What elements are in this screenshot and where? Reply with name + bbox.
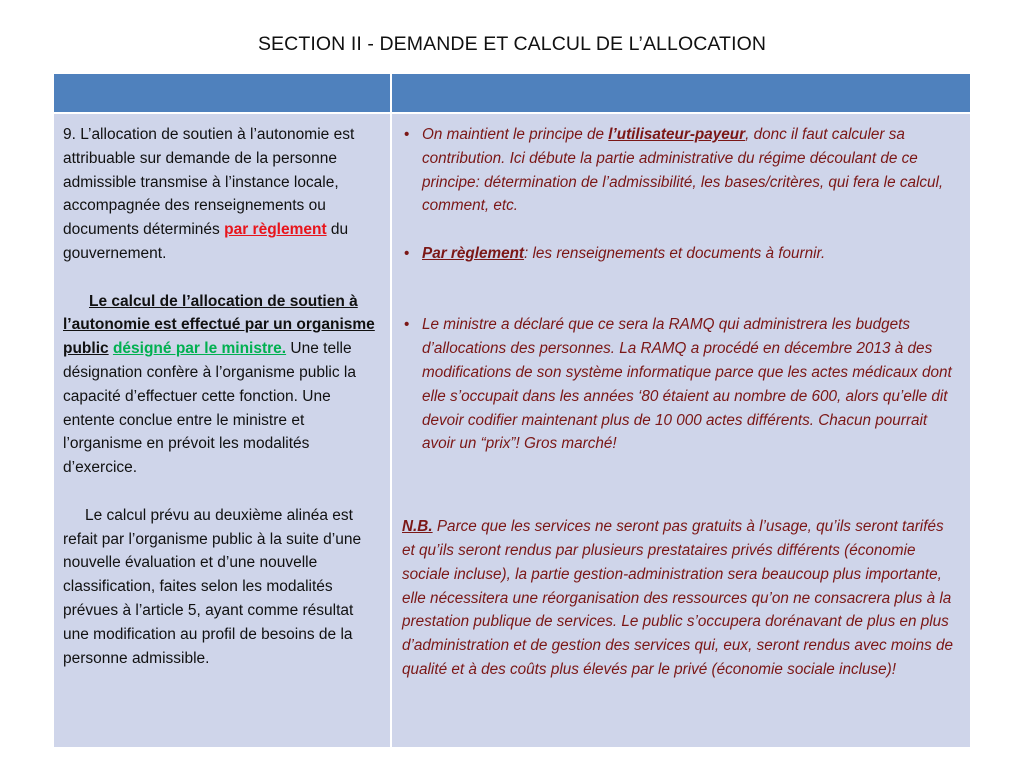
nb-text: Parce que les services ne seront pas gratuits à l’usage, qu’ils seront tarifés et qu’ils seront rendus par plusieurs prestataires privés différents (économie sociale incluse), la partie gestion-administration sera beaucoup plus importante, elle nécessitera une réorganisation des ressources qu’on ne consacrera plus à la prestation publique de services. Le public s’occupera dorénavant de plus en plus d’administration et de gestion des services qui, eux, seront rendus avec moins de qualité et à des coûts plus élevés par le privé (économie sociale incluse)! (402, 518, 953, 678)
header-cell-right (391, 73, 971, 113)
b1-text-b: , donc il faut calculer sa contribution. Ici débute la partie administrative du régime découlant de ce principe: détermination de l’admissibilité, les bases/critères, qui fera le calcul, comment, etc. (422, 126, 944, 215)
law-p2-highlight-green: désigné par le ministre. (112, 340, 287, 358)
law-paragraph-1 (63, 123, 382, 266)
commentary-bullet-1 (402, 123, 960, 218)
bullet-icon: • (404, 126, 410, 143)
law-p2-rest: Une telle désignation confère à l’organisme public la capacité d’effectuer cette fonction. Une entente conclue entre le ministre et l’organisme en prévoit les modalités d’exercice. (63, 340, 356, 477)
commentary-list (402, 123, 960, 456)
law-p2-bold: Le calcul de l’allocation de soutien à l’autonomie est effectué par un organisme public (63, 292, 375, 358)
nb-label: N.B. (402, 518, 433, 536)
b1-text-a: On maintient le principe de (422, 126, 609, 143)
law-p1-text-b: du gouvernement. (63, 221, 349, 262)
table-header-row (53, 73, 971, 113)
commentary-cell (391, 113, 971, 748)
commentary-bullet-3 (402, 313, 960, 456)
comparison-table (52, 72, 972, 749)
header-cell-left (53, 73, 391, 113)
law-paragraph-3: Le calcul prévu au deuxième alinéa est refait par l’organisme public à la suite d’une nouvelle évaluation et d’une nouvelle classification, faites selon les modalités prévues à l’article 5, ayant comme résultat une modification au profil de besoins de la personne admissible. (63, 506, 362, 667)
b2-bold: Par règlement (422, 244, 525, 262)
bullet-icon: • (404, 244, 410, 262)
law-paragraph-2 (63, 290, 382, 480)
b2-rest: : les renseignements et documents à fournir. (524, 244, 826, 262)
bullet-icon: • (404, 316, 410, 334)
b3-text: Le ministre a déclaré que ce sera la RAMQ qui administrera les budgets d’allocations des personnes. La RAMQ a procédé en décembre 2013 à des modifications de son système informatique parce que les actes médicaux dont elle s’occupait dans les années ‘80 étaient au nombre de 600, alors qu’elle dit devoir codifier maintenant plus de 10 000 actes différents. Chacun pourrait avoir un “prix”! Gros marché! (422, 316, 952, 453)
nb-paragraph (402, 515, 960, 682)
b1-bold: l’utilisateur-payeur (608, 126, 746, 143)
law-p1-highlight-red: par règlement (224, 221, 327, 239)
law-text-cell (53, 113, 391, 748)
commentary-bullet-2 (402, 242, 960, 266)
table-row (53, 113, 971, 748)
law-p1-text-a: 9. L’allocation de soutien à l’autonomie est attribuable sur demande de la personne admissible transmise à l’instance locale, accompagnée des renseignements ou documents déterminés (63, 126, 355, 239)
slide-title: SECTION II - DEMANDE ET CALCUL DE L’ALLOCATION (257, 33, 767, 55)
